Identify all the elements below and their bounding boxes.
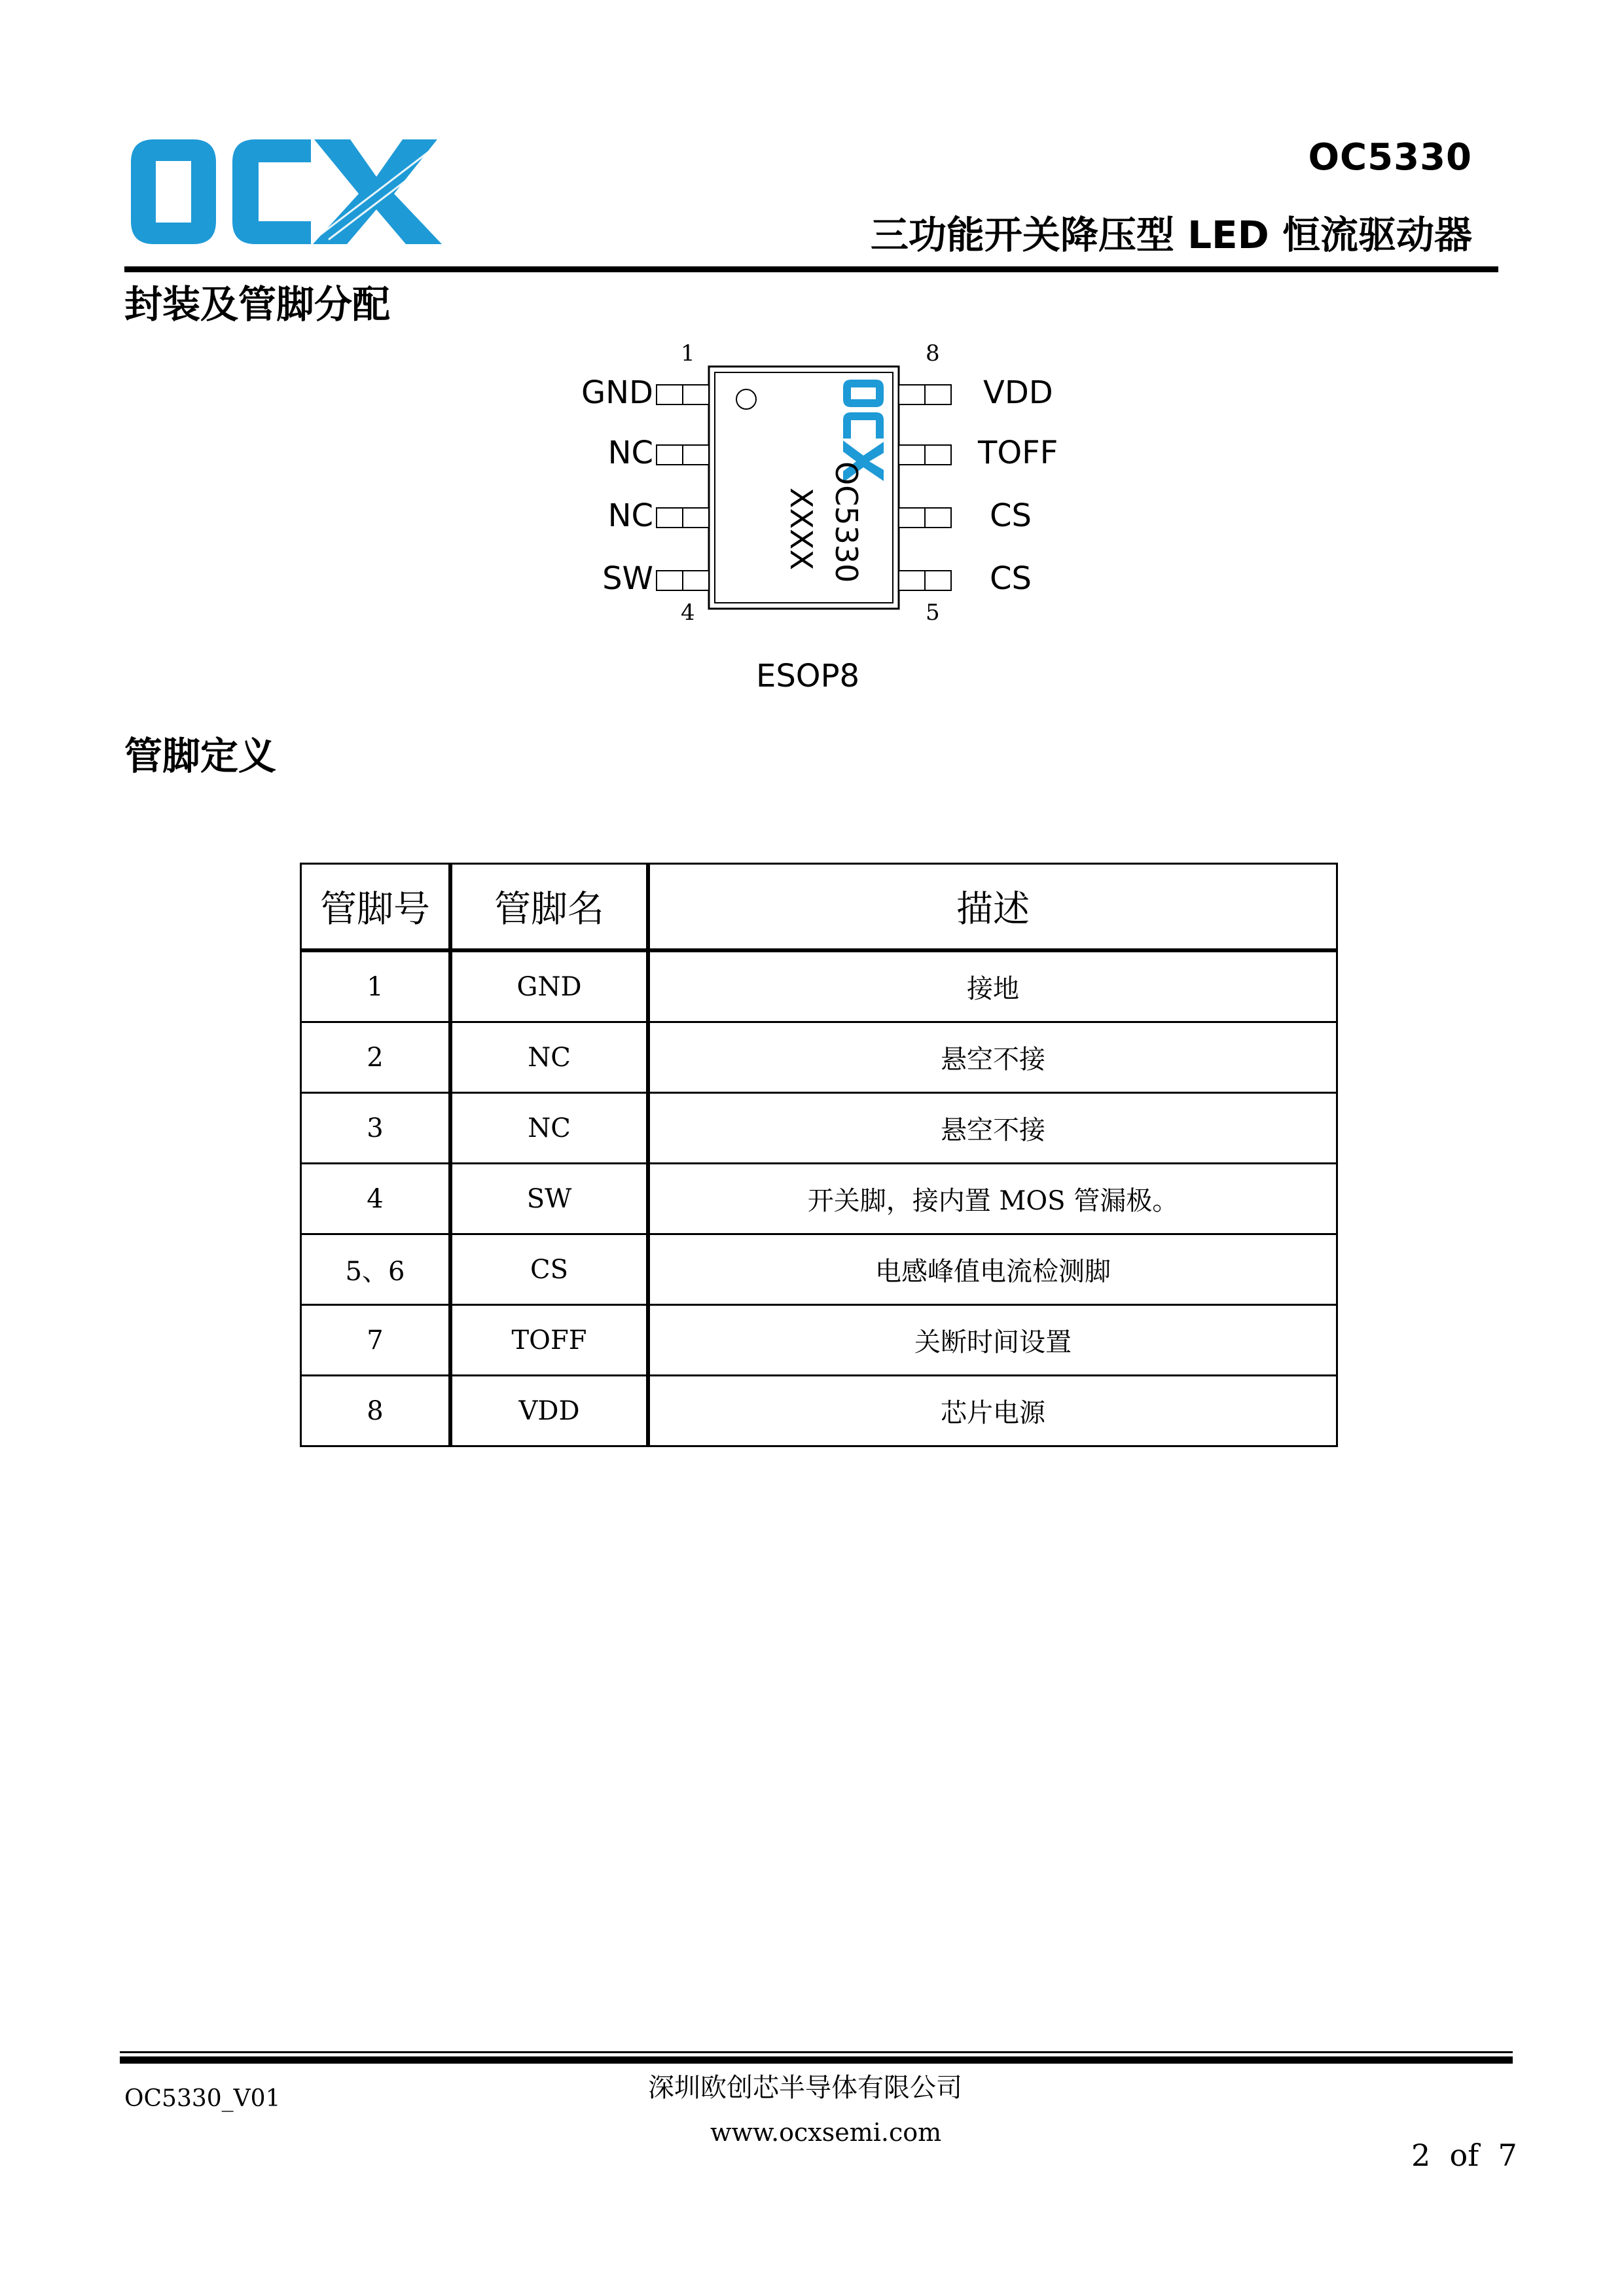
chip-marking-line2: XXXX — [784, 488, 819, 571]
footer-rule-thick — [120, 2056, 1513, 2064]
ocx-logo — [124, 136, 452, 247]
footer-rule-thin — [120, 2051, 1513, 2053]
table-row — [301, 1305, 1337, 1376]
pin-label-cs-6: CS — [990, 497, 1032, 534]
table-row — [301, 1093, 1337, 1164]
pin-desc-cell: 接地 — [648, 950, 1337, 1022]
table-header-row — [301, 864, 1337, 951]
table-row — [301, 1376, 1337, 1446]
footer-doc-version: OC5330_V01 — [124, 2085, 281, 2112]
pin-desc-cell: 开关脚，接内置 MOS 管漏极。 — [648, 1164, 1337, 1234]
footer-website-link[interactable]: www.ocxsemi.com — [710, 2118, 942, 2147]
table-row — [301, 1164, 1337, 1234]
document-subtitle: 三功能开关降压型 LED 恒流驱动器 — [870, 213, 1472, 257]
pin-label-toff: TOFF — [978, 435, 1058, 471]
pin-label-cs-5: CS — [990, 560, 1032, 597]
pin-desc-cell: 电感峰值电流检测脚 — [648, 1234, 1337, 1305]
pin-name-cell: GND — [450, 950, 648, 1022]
pin-number-cell: 3 — [301, 1093, 451, 1164]
part-number: OC5330 — [1308, 136, 1472, 179]
pin-number-cell: 5、6 — [301, 1234, 451, 1305]
table-row — [301, 950, 1337, 1022]
header-description: 描述 — [648, 864, 1337, 951]
pin-label-vdd: VDD — [983, 374, 1053, 411]
pin-desc-cell: 芯片电源 — [648, 1376, 1337, 1446]
pin-label-nc-2: NC — [607, 435, 653, 471]
pin-number-cell: 8 — [301, 1376, 451, 1446]
pin-number-1: 1 — [681, 340, 695, 367]
pin-name-cell: SW — [450, 1164, 648, 1234]
package-section-title: 封装及管脚分配 — [124, 282, 391, 327]
pin-number-cell: 4 — [301, 1164, 451, 1234]
chip-marking-line1: OC5330 — [829, 461, 864, 583]
pin-label-gnd: GND — [581, 374, 653, 411]
pin-number-cell: 7 — [301, 1305, 451, 1376]
header-rule — [124, 266, 1498, 272]
pin-name-cell: TOFF — [450, 1305, 648, 1376]
pin-label-sw: SW — [602, 560, 653, 597]
pin-definition-table — [300, 863, 1338, 1447]
esop8-package-diagram — [550, 340, 1074, 707]
pin-desc-cell: 悬空不接 — [648, 1093, 1337, 1164]
header-pin-number: 管脚号 — [301, 864, 451, 951]
pin-label-nc-3: NC — [607, 497, 653, 534]
table-row — [301, 1022, 1337, 1093]
pin-name-cell: VDD — [450, 1376, 648, 1446]
pin-name-cell: NC — [450, 1022, 648, 1093]
pin-definition-title: 管脚定义 — [124, 734, 277, 778]
header-pin-name: 管脚名 — [450, 864, 648, 951]
pin-name-cell: NC — [450, 1093, 648, 1164]
pin-number-5: 5 — [926, 600, 940, 626]
pin-number-4: 4 — [681, 600, 695, 626]
pin-desc-cell: 悬空不接 — [648, 1022, 1337, 1093]
footer-page-number: 2 of 7 — [1411, 2138, 1517, 2173]
footer-company-name: 深圳欧创芯半导体有限公司 — [648, 2073, 962, 2103]
table-row — [301, 1234, 1337, 1305]
pin-name-cell: CS — [450, 1234, 648, 1305]
pin-number-cell: 1 — [301, 950, 451, 1022]
package-caption: ESOP8 — [756, 658, 860, 694]
pin-number-8: 8 — [926, 340, 940, 367]
pin-number-cell: 2 — [301, 1022, 451, 1093]
pin-desc-cell: 关断时间设置 — [648, 1305, 1337, 1376]
